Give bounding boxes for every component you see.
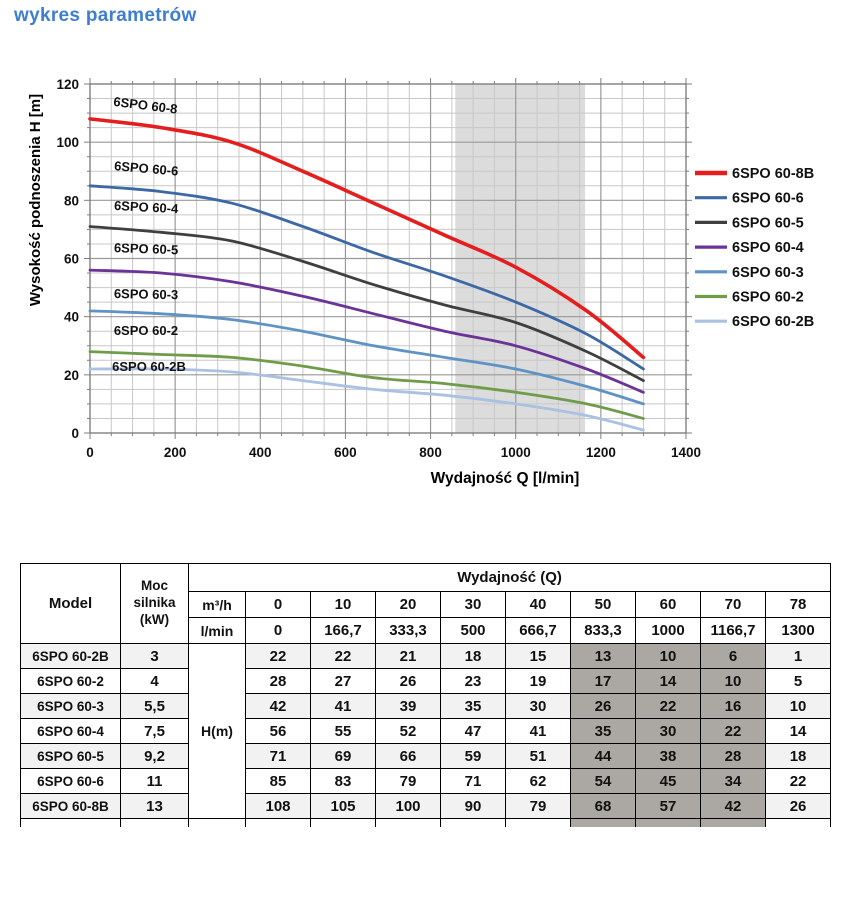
stub-cell xyxy=(441,819,506,827)
head-value-cell: 22 xyxy=(766,769,831,794)
legend-label-6spo-60-5: 6SPO 60-5 xyxy=(732,215,804,232)
head-value-cell: 68 xyxy=(571,794,636,819)
head-value-cell: 26 xyxy=(376,669,441,694)
model-cell: 6SPO 60-4 xyxy=(21,719,121,744)
head-value-cell: 71 xyxy=(441,769,506,794)
flow-lmin-value: 166,7 xyxy=(311,618,376,644)
stub-cell xyxy=(701,819,766,827)
flow-m3h-value: 40 xyxy=(506,592,571,618)
stub-cell xyxy=(21,819,121,827)
head-value-cell: 30 xyxy=(506,694,571,719)
curve-label-6spo-60-2: 6SPO 60-2 xyxy=(113,322,179,338)
head-value-cell: 15 xyxy=(506,644,571,669)
legend-label-6spo-60-8b: 6SPO 60-8B xyxy=(732,166,815,182)
power-cell: 3 xyxy=(121,644,189,669)
head-value-cell: 35 xyxy=(441,694,506,719)
head-value-cell: 105 xyxy=(311,794,376,819)
col-header-flow-group: Wydajność (Q) xyxy=(189,564,831,592)
head-unit-label: H(m) xyxy=(189,644,246,819)
head-value-cell: 44 xyxy=(571,744,636,769)
head-value-cell: 22 xyxy=(701,719,766,744)
head-value-cell: 55 xyxy=(311,719,376,744)
y-axis-tick-label: 120 xyxy=(56,77,79,92)
flow-m3h-value: 70 xyxy=(701,592,766,618)
y-axis-tick-label: 40 xyxy=(63,309,79,325)
model-cell: 6SPO 60-2B xyxy=(21,644,121,669)
parameters-table xyxy=(20,563,831,827)
flow-lmin-value: 1300 xyxy=(766,618,831,644)
power-cell: 11 xyxy=(121,769,189,794)
head-value-cell: 71 xyxy=(246,744,311,769)
y-axis-tick-label: 100 xyxy=(56,135,79,151)
model-cell: 6SPO 60-6 xyxy=(21,769,121,794)
head-value-cell: 34 xyxy=(701,769,766,794)
stub-cell xyxy=(766,819,831,827)
head-value-cell: 57 xyxy=(636,794,701,819)
x-axis-title: Wydajność Q [l/min] xyxy=(430,470,580,487)
head-value-cell: 51 xyxy=(506,744,571,769)
flow-m3h-value: 10 xyxy=(311,592,376,618)
x-axis-tick-label: 1400 xyxy=(670,445,702,460)
flow-m3h-value: 0 xyxy=(246,592,311,618)
stub-cell xyxy=(506,819,571,827)
flow-m3h-value: 30 xyxy=(441,592,506,618)
table-row xyxy=(21,744,831,769)
flow-lmin-value: 833,3 xyxy=(571,618,636,644)
head-value-cell: 69 xyxy=(311,744,376,769)
head-value-cell: 35 xyxy=(571,719,636,744)
head-value-cell: 100 xyxy=(376,794,441,819)
head-value-cell: 21 xyxy=(376,644,441,669)
head-value-cell: 30 xyxy=(636,719,701,744)
head-value-cell: 19 xyxy=(506,669,571,694)
model-cell: 6SPO 60-8B xyxy=(21,794,121,819)
y-axis-tick-label: 20 xyxy=(63,367,79,383)
legend-label-6spo-60-3: 6SPO 60-3 xyxy=(732,264,804,281)
curve-label-6spo-60-2b: 6SPO 60-2B xyxy=(112,359,186,375)
model-cell: 6SPO 60-5 xyxy=(21,744,121,769)
head-value-cell: 22 xyxy=(311,644,376,669)
head-value-cell: 41 xyxy=(311,694,376,719)
legend-label-6spo-60-2: 6SPO 60-2 xyxy=(732,289,804,306)
head-value-cell: 83 xyxy=(311,769,376,794)
stub-cell xyxy=(246,819,311,827)
stub-cell xyxy=(121,819,189,827)
head-value-cell: 59 xyxy=(441,744,506,769)
power-cell: 13 xyxy=(121,794,189,819)
model-cell: 6SPO 60-2 xyxy=(21,669,121,694)
x-axis-tick-label: 1200 xyxy=(585,445,616,460)
head-value-cell: 52 xyxy=(376,719,441,744)
unit-label-m3h: m³/h xyxy=(189,592,246,618)
power-cell: 7,5 xyxy=(121,719,189,744)
unit-label-lmin: l/min xyxy=(189,618,246,644)
head-value-cell: 42 xyxy=(701,794,766,819)
stub-cell xyxy=(189,819,246,827)
x-axis-tick-label: 1000 xyxy=(500,445,531,460)
head-value-cell: 1 xyxy=(766,644,831,669)
power-cell: 9,2 xyxy=(121,744,189,769)
head-value-cell: 45 xyxy=(636,769,701,794)
head-value-cell: 10 xyxy=(636,644,701,669)
model-cell: 6SPO 60-3 xyxy=(21,694,121,719)
power-cell: 4 xyxy=(121,669,189,694)
curve-label-6spo-60-5: 6SPO 60-5 xyxy=(113,240,179,258)
head-value-cell: 17 xyxy=(571,669,636,694)
flow-lmin-value: 666,7 xyxy=(506,618,571,644)
head-value-cell: 54 xyxy=(571,769,636,794)
stub-cell xyxy=(571,819,636,827)
table-row xyxy=(21,719,831,744)
head-value-cell: 41 xyxy=(506,719,571,744)
head-value-cell: 10 xyxy=(701,669,766,694)
table-bottom-stub xyxy=(21,819,831,827)
head-value-cell: 5 xyxy=(766,669,831,694)
legend-label-6spo-60-2b: 6SPO 60-2B xyxy=(732,314,815,331)
flow-m3h-value: 20 xyxy=(376,592,441,618)
head-value-cell: 16 xyxy=(701,694,766,719)
head-value-cell: 6 xyxy=(701,644,766,669)
head-value-cell: 28 xyxy=(701,744,766,769)
head-value-cell: 18 xyxy=(766,744,831,769)
stub-cell xyxy=(376,819,441,827)
flow-m3h-value: 60 xyxy=(636,592,701,618)
head-value-cell: 79 xyxy=(506,794,571,819)
head-value-cell: 38 xyxy=(636,744,701,769)
legend-label-6spo-60-6: 6SPO 60-6 xyxy=(732,190,804,207)
table-row xyxy=(21,669,831,694)
head-value-cell: 26 xyxy=(571,694,636,719)
y-axis-tick-label: 60 xyxy=(63,251,79,267)
head-value-cell: 14 xyxy=(766,719,831,744)
head-value-cell: 85 xyxy=(246,769,311,794)
col-header-model: Model xyxy=(21,564,121,644)
x-axis-tick-label: 200 xyxy=(163,445,187,460)
head-value-cell: 47 xyxy=(441,719,506,744)
y-axis-tick-label: 0 xyxy=(71,426,79,441)
curve-label-6spo-60-3: 6SPO 60-3 xyxy=(113,286,179,303)
flow-lmin-value: 1166,7 xyxy=(701,618,766,644)
curve-label-6spo-60-8: 6SPO 60-8 xyxy=(112,93,179,117)
col-header-power: Moc silnika (kW) xyxy=(121,564,189,644)
x-axis-tick-label: 800 xyxy=(419,445,442,460)
page-title: wykres parametrów xyxy=(14,5,197,26)
y-axis-title: Wysokość podnoszenia H [m] xyxy=(27,93,44,307)
table-row xyxy=(21,644,831,669)
head-value-cell: 22 xyxy=(636,694,701,719)
head-value-cell: 13 xyxy=(571,644,636,669)
head-value-cell: 66 xyxy=(376,744,441,769)
table-row xyxy=(21,794,831,819)
table-row xyxy=(21,694,831,719)
head-value-cell: 27 xyxy=(311,669,376,694)
flow-m3h-value: 50 xyxy=(571,592,636,618)
flow-m3h-value: 78 xyxy=(766,592,831,618)
head-value-cell: 108 xyxy=(246,794,311,819)
header-row-group xyxy=(21,564,831,592)
head-value-cell: 79 xyxy=(376,769,441,794)
flow-lmin-value: 0 xyxy=(246,618,311,644)
curve-label-6spo-60-6: 6SPO 60-6 xyxy=(113,158,179,179)
head-value-cell: 90 xyxy=(441,794,506,819)
head-value-cell: 14 xyxy=(636,669,701,694)
head-value-cell: 18 xyxy=(441,644,506,669)
head-value-cell: 10 xyxy=(766,694,831,719)
head-value-cell: 28 xyxy=(246,669,311,694)
head-value-cell: 56 xyxy=(246,719,311,744)
x-axis-tick-label: 400 xyxy=(249,445,272,460)
head-value-cell: 62 xyxy=(506,769,571,794)
head-value-cell: 22 xyxy=(246,644,311,669)
head-value-cell: 23 xyxy=(441,669,506,694)
y-axis-tick-label: 80 xyxy=(63,193,79,209)
table-row xyxy=(21,769,831,794)
x-axis-tick-label: 0 xyxy=(86,445,94,460)
flow-lmin-value: 500 xyxy=(441,618,506,644)
stub-cell xyxy=(636,819,701,827)
stub-cell xyxy=(311,819,376,827)
curve-label-6spo-60-4: 6SPO 60-4 xyxy=(113,197,179,217)
flow-lmin-value: 1000 xyxy=(636,618,701,644)
legend-label-6spo-60-4: 6SPO 60-4 xyxy=(732,240,804,257)
power-cell: 5,5 xyxy=(121,694,189,719)
flow-lmin-value: 333,3 xyxy=(376,618,441,644)
head-value-cell: 42 xyxy=(246,694,311,719)
head-value-cell: 39 xyxy=(376,694,441,719)
x-axis-tick-label: 600 xyxy=(334,445,357,460)
head-value-cell: 26 xyxy=(766,794,831,819)
